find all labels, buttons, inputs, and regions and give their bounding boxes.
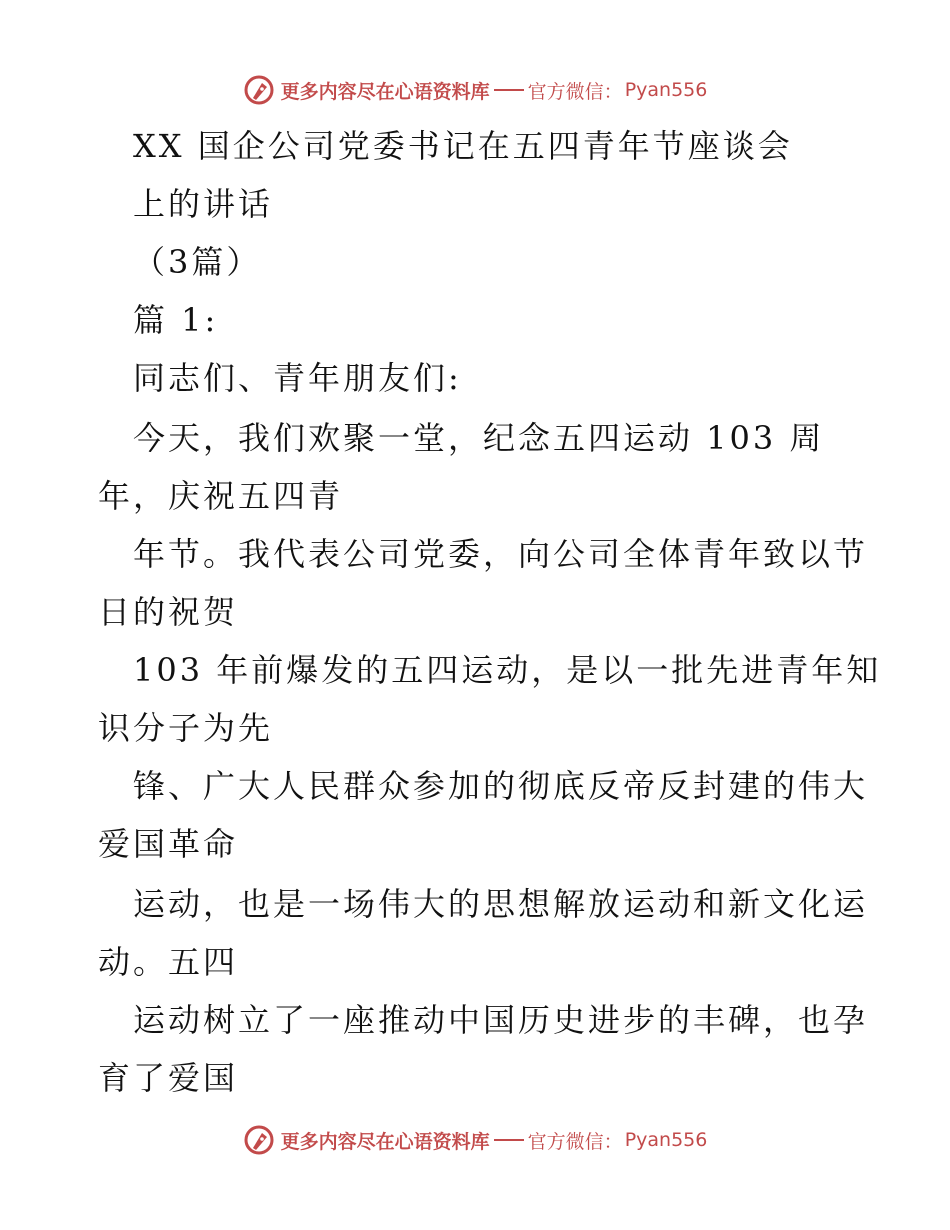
banner-brand: 更多内容尽在心语资料库 — [280, 1130, 490, 1153]
paragraph-line: 动。五四 — [98, 943, 239, 981]
paragraph-line: 今天，我们欢聚一堂，纪念五四运动 103 周 — [133, 419, 825, 457]
banner-separator — [494, 89, 524, 91]
paragraph-line: 103 年前爆发的五四运动，是以一批先进青年知 — [133, 651, 882, 689]
pen-nib-circle-icon — [243, 1124, 275, 1156]
salutation: 同志们、青年朋友们: — [133, 359, 462, 397]
doc-subtitle: （3篇） — [133, 243, 262, 281]
footer-banner — [0, 1120, 950, 1160]
banner-separator — [494, 1139, 524, 1141]
banner-brand: 更多内容尽在心语资料库 — [280, 80, 490, 103]
banner-wechat-id: Pyan556 — [624, 1129, 708, 1151]
banner-wechat-label: 官方微信： — [527, 80, 623, 103]
section-heading: 篇 1: — [133, 301, 219, 339]
paragraph-line: 运动树立了一座推动中国历史进步的丰碑，也孕 — [133, 1001, 869, 1039]
banner-wechat-label: 官方微信： — [527, 1130, 623, 1153]
paragraph-line: 日的祝贺 — [98, 593, 239, 631]
paragraph-line: 锋、广大人民群众参加的彻底反帝反封建的伟大 — [133, 767, 869, 805]
paragraph-line: 年节。我代表公司党委，向公司全体青年致以节 — [133, 535, 869, 573]
doc-title-line-2: 上的讲话 — [133, 185, 274, 223]
paragraph-line: 识分子为先 — [98, 709, 274, 747]
doc-title-line-1: XX 国企公司党委书记在五四青年节座谈会 — [133, 127, 793, 165]
paragraph-line: 年，庆祝五四青 — [98, 477, 344, 515]
paragraph-line: 运动，也是一场伟大的思想解放运动和新文化运 — [133, 885, 869, 923]
header-banner — [0, 70, 950, 110]
pen-nib-circle-icon — [243, 74, 275, 106]
paragraph-line: 育了爱国 — [98, 1059, 239, 1097]
banner-wechat-id: Pyan556 — [624, 79, 708, 101]
paragraph-line: 爱国革命 — [98, 825, 239, 863]
